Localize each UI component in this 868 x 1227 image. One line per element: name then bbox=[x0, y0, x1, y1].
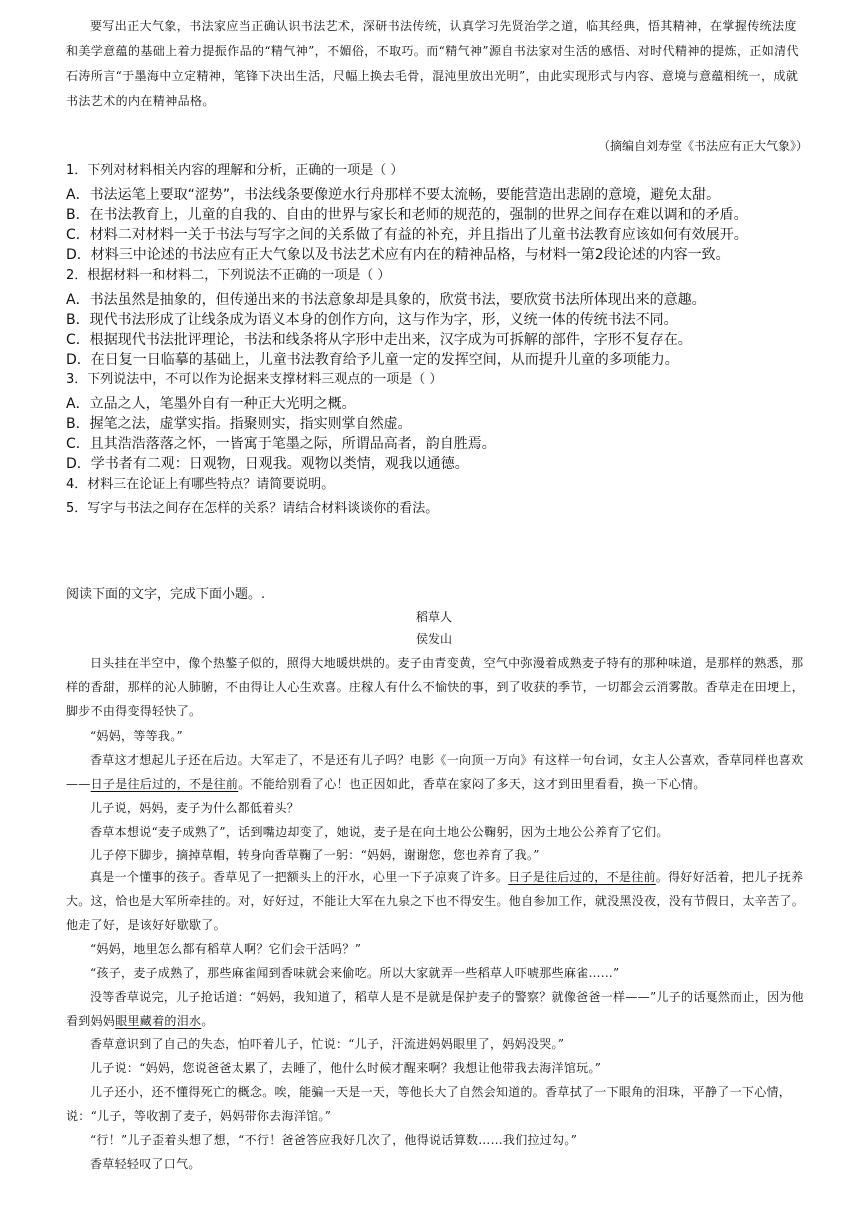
story-paragraph: 没等香草说完，儿子抢话道：“妈妈，我知道了，稻草人是不是就是保护麦子的警察？就像爸爸一样——”儿子的话戛然而止，因为他看到妈妈眼里藏着的泪水。 bbox=[66, 990, 804, 1028]
question-2: 2．根据材料一和材料二，下列说法不正确的一项是（ ） bbox=[66, 268, 391, 283]
q2-option-d: D．在日复一日临摹的基础上，儿童书法教育给予儿童一定的发挥空间，从而提升儿童的多项能力。 bbox=[66, 352, 679, 368]
underlined-phrase: 日子是往后过的，不是往前 bbox=[508, 870, 656, 884]
underlined-phrase: 眼里藏着的泪水 bbox=[115, 1014, 202, 1028]
q2-option-c: C．根据现代书法批评理论，书法和线条将从字形中走出来，汉字成为可拆解的部件，字形不复存在。 bbox=[66, 332, 692, 348]
q1-option-b: B．在书法教育上，儿童的自我的、自由的世界与家长和老师的规范的，强制的世界之间存在难以调和的矛盾。 bbox=[66, 207, 748, 223]
story-paragraph: 香草本想说“麦子成熟了”，话到嘴边却变了，她说，麦子是在向土地公公鞠躬，因为土地公公养育了它们。 bbox=[90, 825, 669, 839]
q3-option-b: B．握笔之法，虚掌实指。指聚则实，指实则掌自然虚。 bbox=[66, 416, 412, 432]
story-paragraph: 香草意识到了自己的失态，怕吓着儿子，忙说：“儿子，汗流进妈妈眼里了，妈妈没哭。” bbox=[90, 1037, 565, 1051]
story-paragraph: 日头挂在半空中，像个热鏊子似的，照得大地暖烘烘的。麦子由青变黄，空气中弥漫着成熟麦子特有的那种味道，是那样的熟悉，那样的香甜，那样的沁人肺腑，不由得让人心生欢喜。庄稼人有什么不愉快的事，到了收获的季节，一切都会云消雾散。香草走在田埂上，脚步不由得变得轻快了。 bbox=[66, 656, 805, 718]
story-paragraph: 香草轻轻叹了口气。 bbox=[90, 1157, 201, 1171]
q1-option-a: A．书法运笔上要取“涩势”，书法线条要像逆水行舟那样不要太流畅，要能营造出悲剧的意境，避免太甜。 bbox=[66, 187, 721, 203]
underlined-phrase: 日子是往后过的，不是往前 bbox=[90, 777, 239, 791]
story-paragraph: “妈妈，地里怎么都有稻草人啊？它们会干活吗？” bbox=[90, 942, 362, 956]
story-author: 侯发山 bbox=[415, 632, 452, 646]
story-paragraph: 儿子说，妈妈，麦子为什么都低着头？ bbox=[90, 801, 300, 815]
story-paragraph: 儿子还小，还不懂得死亡的概念。唉，能骗一天是一天，等他长大了自然会知道的。香草拭了一下眼角的泪珠，平静了一下心情，说：“儿子，等收割了麦子，妈妈带你去海洋馆。” bbox=[66, 1085, 792, 1123]
story-paragraph: “妈妈，等等我。” bbox=[90, 729, 183, 743]
q2-option-a: A．书法虽然是抽象的，但传递出来的书法意象却是具象的，欣赏书法，要欣赏书法所体现出来的意趣。 bbox=[66, 292, 706, 308]
q1-option-c: C．材料二对材料一关于书法与写字之间的关系做了有益的补充，并且指出了儿童书法教育应该如何有效展开。 bbox=[66, 227, 748, 243]
section-intro: 阅读下面的文字，完成下面小题。. bbox=[66, 587, 266, 602]
question-4: 4．材料三在论证上有哪些特点？请简要说明。 bbox=[66, 477, 335, 492]
story-paragraph: 儿子说：“妈妈，您说爸爸太累了，去睡了，他什么时候才醒来啊？我想让他带我去海洋馆玩。” bbox=[90, 1061, 602, 1075]
story-title: 稻草人 bbox=[415, 610, 452, 624]
story-paragraph: 香草这才想起儿子还在后边。大军走了，不是还有儿子吗？电影《一向顶一万向》有这样一句台词，女主人公喜欢，香草同样也喜欢——日子是往后过的，不是往前。不能给别看了心！也正因如此，香草在家闷了多天，这才到田里看看，换一下心情。 bbox=[66, 753, 804, 791]
story-paragraph: “孩子，麦子成熟了，那些麻雀闻到香味就会来偷吃。所以大家就弄一些稻草人吓唬那些麻雀……” bbox=[90, 966, 620, 980]
passage-paragraph: 要写出正大气象，书法家应当正确认识书法艺术，深研书法传统，认真学习先贤治学之道，临其经典，悟其精神，在掌握传统法度和美学意蕴的基础上着力提振作品的“精气神”，不媚俗，不取巧。而“精气神”源自书法家对生活的感悟、对时代精神的提炼，正如清代石涛所言“于墨海中立定精神，笔锋下决出生活，尺幅上换去毛骨，混沌里放出光明”，由此实现形式与内容、意境与意蕴相统一，成就书法艺术的内在精神品格。 bbox=[66, 19, 799, 108]
q1-option-d: D．材料三中论述的书法应有正大气象以及书法艺术应有内在的精神品格，与材料一第2段论述的内容一致。 bbox=[66, 247, 730, 263]
q2-option-b: B．现代书法形成了让线条成为语义本身的创作方向，这与作为字，形，义统一体的传统书法不同。 bbox=[66, 312, 678, 328]
story-paragraph: 真是一个懂事的孩子。香草见了一把额头上的汗水，心里一下子凉爽了许多。日子是往后过的，不是往前。得好好活着，把儿子抚养大。这，恰也是大军所牵挂的。对，好好过，不能让大军在九泉之下也不得安生。他自参加工作，就没黑没夜，没有节假日，太辛苦了。他走了好，是该好好歇歇了。 bbox=[66, 870, 805, 932]
story-paragraph: 儿子停下脚步，摘掉草帽，转身向香草鞠了一躬：“妈妈，谢谢您，您也养育了我。” bbox=[90, 848, 540, 862]
q3-option-d: D．学书者有二观：日观物，日观我。观物以类情，观我以通德。 bbox=[66, 456, 469, 472]
question-5: 5．写字与书法之间存在怎样的关系？请结合材料谈谈你的看法。 bbox=[66, 501, 439, 516]
source-citation: （摘编自刘寿堂《书法应有正大气象》） bbox=[597, 139, 808, 153]
story-paragraph: “行！”儿子歪着头想了想，“不行！爸爸答应我好几次了，他得说话算数……我们拉过勾。” bbox=[90, 1133, 578, 1147]
question-1: 1．下列对材料相关内容的理解和分析，正确的一项是（ ） bbox=[66, 163, 404, 178]
question-3: 3．下列说法中，不可以作为论据来支撑材料三观点的一项是（ ） bbox=[66, 372, 443, 387]
q3-option-c: C．且其浩浩落落之怀，一皆寓于笔墨之际，所谓品高者，韵自胜焉。 bbox=[66, 436, 496, 452]
q3-option-a: A．立品之人，笔墨外自有一种正大光明之概。 bbox=[66, 396, 356, 412]
